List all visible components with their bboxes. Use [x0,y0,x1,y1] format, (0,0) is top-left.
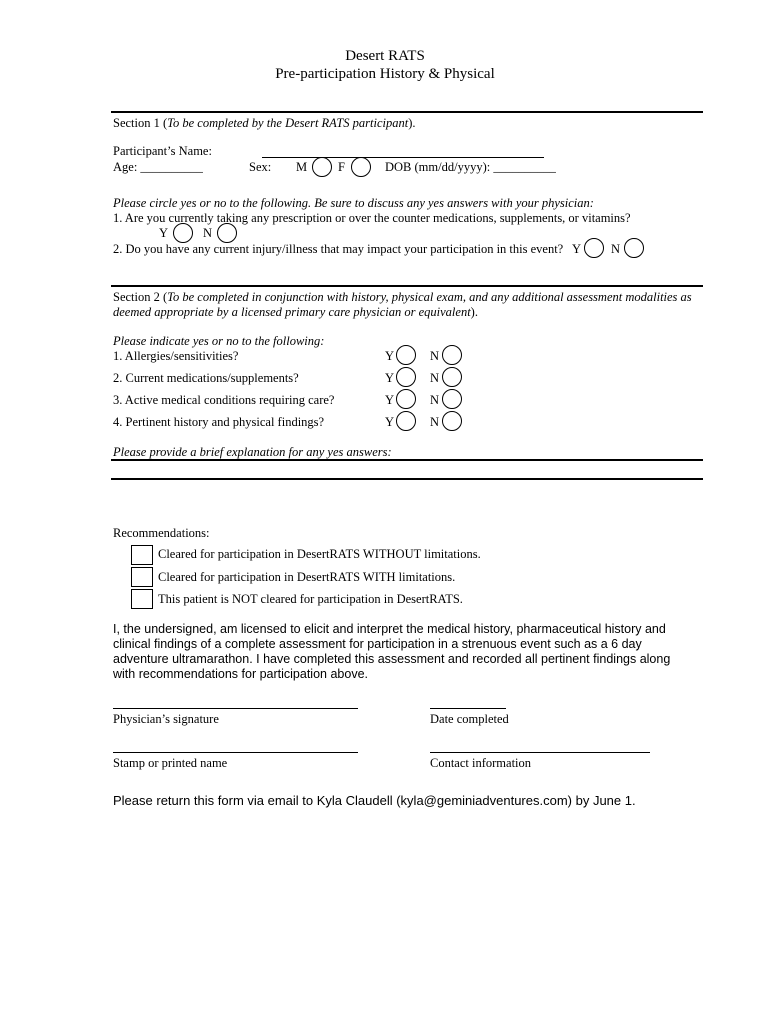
q2-yes-radio[interactable] [584,238,604,258]
question-2: 2. Do you have any current injury/illness that may impact your participation in this event? [113,242,564,256]
item-1-y-label: Y [385,349,395,363]
item-4-yes-radio[interactable] [396,411,416,431]
option-3-checkbox[interactable] [131,589,153,609]
item-2-y-label: Y [385,371,395,385]
option-2-label: Cleared for participation in DesertRATS WITH limitations. [158,570,456,584]
item-3-y-label: Y [385,393,395,407]
attestation-line-2: clinical findings of a complete assessment for participation in a strenuous event such as a 6 day [113,637,642,651]
item-4-y-label: Y [385,415,395,429]
item-4-n-label: N [430,415,440,429]
q1-y-label: Y [159,226,169,240]
q1-yes-radio[interactable] [173,223,193,243]
participant-name-field[interactable] [262,157,544,158]
item-2-yes-radio[interactable] [396,367,416,387]
attestation-line-3: adventure ultramarathon. I have completed this assessment and recorded all pertinent findings along [113,652,671,666]
dob-field[interactable]: DOB (mm/dd/yyyy): __________ [385,160,556,174]
option-1-label: Cleared for participation in DesertRATS WITHOUT limitations. [158,547,481,561]
sex-m-radio[interactable] [312,157,332,177]
item-1-yes-radio[interactable] [396,345,416,365]
form-title: Desert RATS [345,48,425,64]
attestation-line-1: I, the undersigned, am licensed to elicit and interpret the medical history, pharmaceutical history and [113,622,666,636]
item-1-no-radio[interactable] [442,345,462,365]
section2-heading-line2: deemed appropriate by a licensed primary care physician or equivalent). [113,305,478,319]
contact-info-label: Contact information [430,756,532,770]
date-completed-line[interactable] [430,708,506,709]
item-2-label: 2. Current medications/supplements? [113,371,299,385]
section2-divider [111,285,703,287]
contact-info-line[interactable] [430,752,650,753]
option-3-label: This patient is NOT cleared for participation in DesertRATS. [158,592,463,606]
section2-heading-line1: Section 2 (To be completed in conjunction with history, physical exam, and any additional assessment modalities as [113,290,692,304]
item-3-yes-radio[interactable] [396,389,416,409]
item-4-no-radio[interactable] [442,411,462,431]
item-3-n-label: N [430,393,440,407]
q1-no-radio[interactable] [217,223,237,243]
explanation-label: Please provide a brief explanation for any yes answers: [113,445,392,459]
question-1: 1. Are you currently taking any prescription or over the counter medications, supplements, or vitamins? [113,211,631,225]
return-instructions: Please return this form via email to Kyla Claudell (kyla@geminiadventures.com) by June 1. [113,793,636,808]
attestation-line-4: with recommendations for participation above. [113,667,368,681]
age-field[interactable]: Age: __________ [113,160,203,174]
q2-no-radio[interactable] [624,238,644,258]
item-2-n-label: N [430,371,440,385]
item-3-no-radio[interactable] [442,389,462,409]
explanation-line-2[interactable] [111,478,703,480]
recommendations-label: Recommendations: [113,526,210,540]
section2-instruction: Please indicate yes or no to the following: [113,334,325,348]
sex-f-radio[interactable] [351,157,371,177]
physician-signature-line[interactable] [113,708,358,709]
section1-heading: Section 1 (To be completed by the Desert RATS participant). [113,116,416,130]
item-4-label: 4. Pertinent history and physical findings? [113,415,325,429]
item-1-n-label: N [430,349,440,363]
participant-name-label: Participant’s Name: [113,144,212,158]
stamp-name-label: Stamp or printed name [113,756,228,770]
form-subtitle: Pre-participation History & Physical [275,66,495,82]
item-2-no-radio[interactable] [442,367,462,387]
stamp-name-line[interactable] [113,752,358,753]
option-2-checkbox[interactable] [131,567,153,587]
q2-y-label: Y [572,242,582,256]
sex-label: Sex: [249,160,272,174]
q1-n-label: N [203,226,213,240]
physician-signature-label: Physician’s signature [113,712,219,726]
explanation-line-1[interactable] [111,459,703,461]
sex-m-label: M [296,160,308,174]
item-3-label: 3. Active medical conditions requiring care? [113,393,335,407]
date-completed-label: Date completed [430,712,509,726]
item-1-label: 1. Allergies/sensitivities? [113,349,239,363]
sex-f-label: F [338,160,345,174]
option-1-checkbox[interactable] [131,545,153,565]
q2-n-label: N [611,242,621,256]
section1-divider [111,111,703,113]
section1-instruction: Please circle yes or no to the following. Be sure to discuss any yes answers with your physician: [113,196,594,210]
